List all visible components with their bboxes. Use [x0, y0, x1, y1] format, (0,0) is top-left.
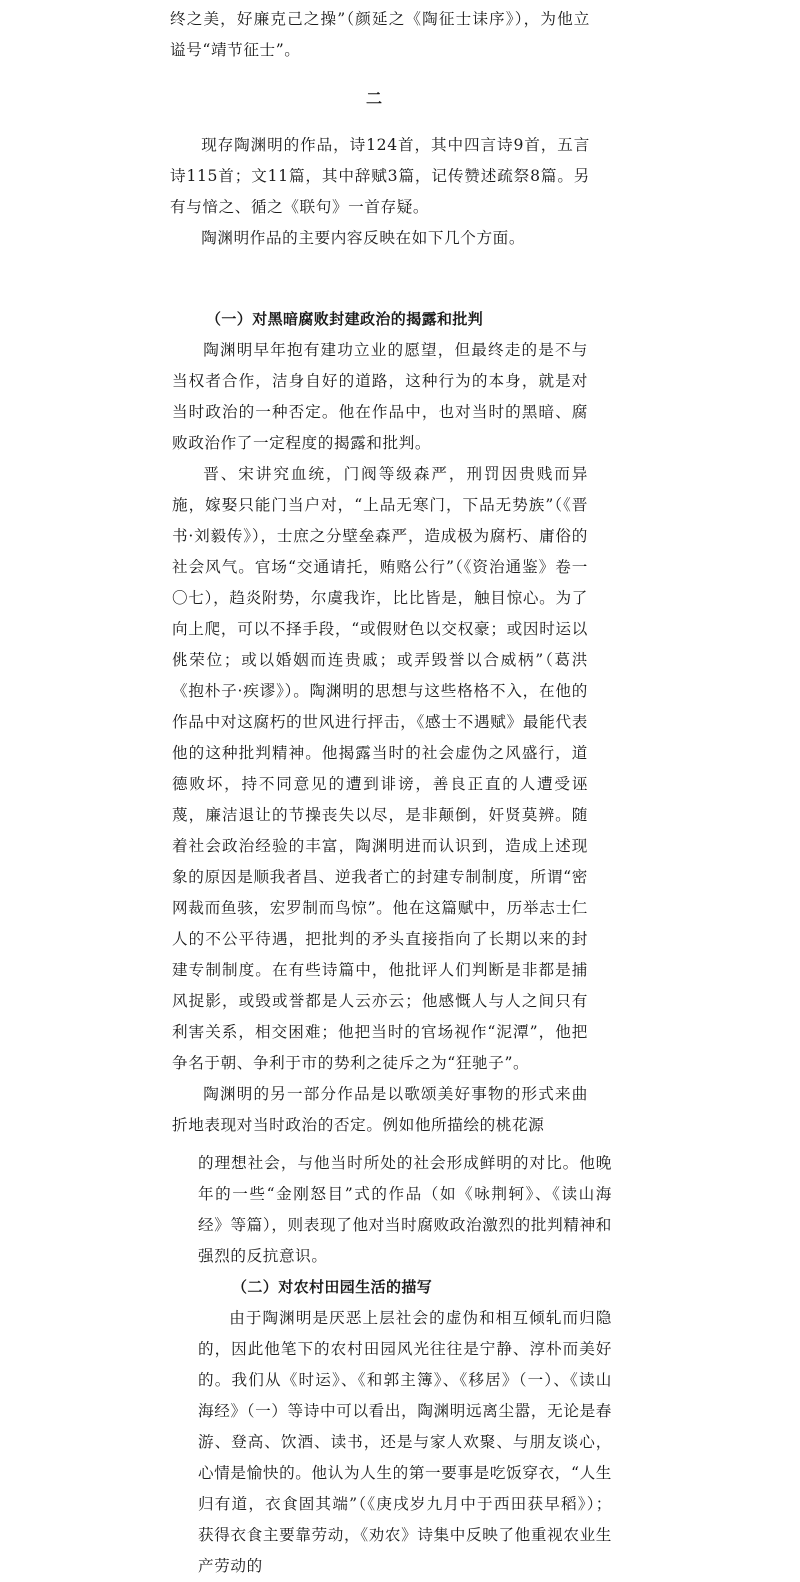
section-one-block	[172, 304, 588, 1141]
section-number: 二	[366, 89, 383, 108]
section-one-paragraph-2: 晋、宋讲究血统，门阀等级森严，刑罚因贵贱而异施，嫁娶只能门当户对，“上品无寒门，下品无势族”（《晋书·刘毅传》），士庶之分壁垒森严，造成极为腐朽、庸俗的社会风气。官场“交通请托，贿赂公行”（《资治通鉴》卷一〇七），趋炎附势，尔虞我诈，比比皆是，触目惊心。为了向上爬，可以不择手段，“或假财色以交权豪；或因时运以佻荣位；或以婚姻而连贵戚；或弄毁誉以合威柄”（葛洪《抱朴子·疾谬》）。陶渊明的思想与这些格格不入，在他的作品中对这腐朽的世风进行抨击，《感士不遇赋》最能代表他的这种批判精神。他揭露当时的社会虚伪之风盛行，道德败坏，持不同意见的遭到诽谤，善良正直的人遭受诬蔑，廉洁退让的节操丧失以尽，是非颠倒，奸贤莫辨。随着社会政治经验的丰富，陶渊明进而认识到，造成上述现象的原因是顺我者昌、逆我者亡的封建专制制度，所谓“密网裁而鱼骇，宏罗制而鸟惊”。他在这篇赋中，历举志士仁人的不公平待遇，把批判的矛头直接指向了长期以来的封建专制制度。在有些诗篇中，他批评人们判断是非都是捕风捉影，或毁或誉都是人云亦云；他感慨人与人之间只有利害关系，相交困难；他把当时的官场视作“泥潭”，他把争名于朝、争利于市的势利之徒斥之为“狂驰子”。	[172, 465, 588, 1072]
works-paragraph-1: 现存陶渊明的作品，诗124首，其中四言诗9首，五言诗115首；文11篇，其中辞赋3篇，记传赞述疏祭8篇。另有与愔之、循之《联句》一首存疑。	[170, 136, 590, 216]
section-two-paragraph-1: 由于陶渊明是厌恶上层社会的虚伪和相互倾轧而归隐的，因此他笔下的农村田园风光往往是宁静、淳朴而美好的。我们从《时运》、《和郭主簿》、《移居》（一）、《读山海经》（一）等诗中可以看出，陶渊明远离尘嚣，无论是春游、登高、饮酒、读书，还是与家人欢聚、与朋友谈心，心情是愉快的。他认为人生的第一要事是吃饭穿衣，“人生归有道，衣食固其端”（《庚戌岁九月中于西田获早稻》）；获得衣食主要靠劳动，《劝农》诗集中反映了他重视农业生产劳动的	[198, 1309, 612, 1575]
continuation-paragraph: 的理想社会，与他当时所处的社会形成鲜明的对比。他晚年的一些“金刚怒目”式的作品（如《咏荆轲》、《读山海经》等篇），则表现了他对当时腐败政治激烈的批判精神和强烈的反抗意识。	[198, 1154, 612, 1265]
intro-block	[170, 4, 590, 66]
section-two-heading: （二）对农村田园生活的描写	[232, 1278, 433, 1296]
section-one-paragraph-3: 陶渊明的另一部分作品是以歌颂美好事物的形式来曲折地表现对当时政治的否定。例如他所描绘的桃花源	[172, 1085, 588, 1134]
intro-paragraph: 终之美，好廉克己之操”（颜延之《陶征士诔序》），为他立谥号“靖节征士”。	[170, 10, 590, 59]
continuation-block	[198, 1148, 612, 1582]
works-block	[170, 130, 590, 254]
works-paragraph-2: 陶渊明作品的主要内容反映在如下几个方面。	[201, 229, 526, 247]
section-one-paragraph-1: 陶渊明早年抱有建功立业的愿望，但最终走的是不与当权者合作，洁身自好的道路，这种行为的本身，就是对当时政治的一种否定。他在作品中，也对当时的黑暗、腐败政治作了一定程度的揭露和批判。	[172, 341, 588, 452]
section-one-heading: （一）对黑暗腐败封建政治的揭露和批判	[206, 310, 484, 328]
